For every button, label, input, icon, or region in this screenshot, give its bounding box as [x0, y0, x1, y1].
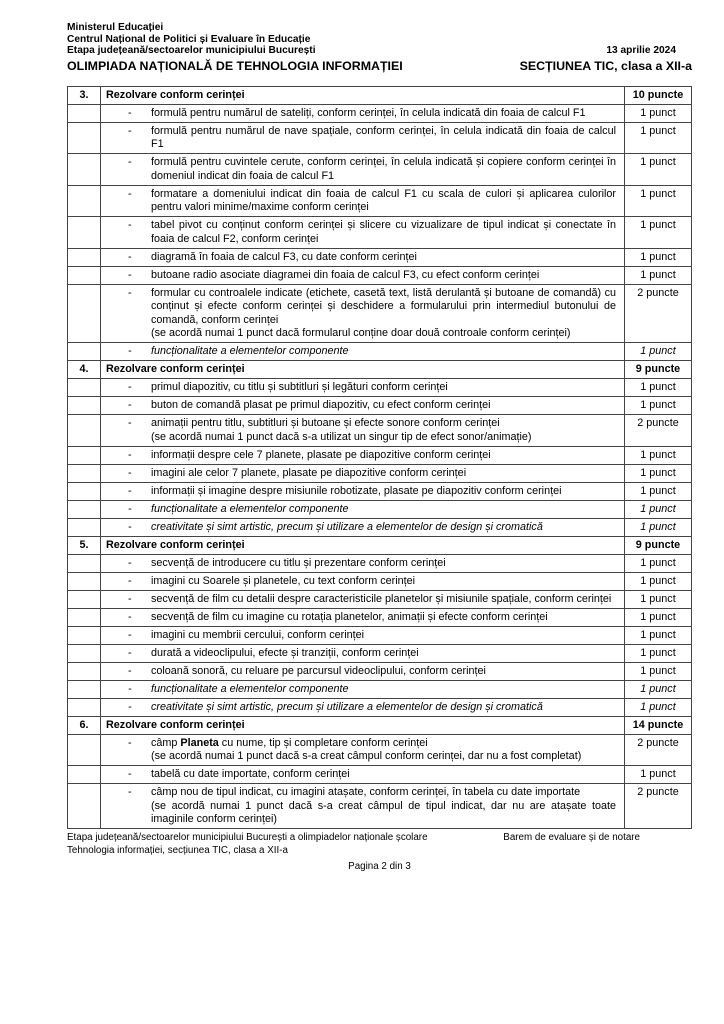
criterion-text-block — [151, 503, 616, 517]
criterion-cell — [101, 343, 625, 361]
criterion-note: (se acordă numai 1 punct dacă formularul conține doar două controale conform cerinței) — [151, 327, 571, 340]
criterion-item — [106, 345, 616, 359]
criterion-row — [68, 784, 692, 829]
item-number-cell — [68, 662, 101, 680]
item-number-cell — [68, 185, 101, 217]
criterion-item — [106, 786, 616, 827]
criterion-item — [106, 647, 616, 661]
criterion-cell — [101, 518, 625, 536]
criterion-row — [68, 680, 692, 698]
criterion-item — [106, 485, 616, 499]
criterion-row — [68, 554, 692, 572]
bullet-dash: - — [128, 768, 132, 781]
criterion-text: câmp nou de tipul indicat, cu imagini atașate, conform cerinței, în tabela cu date importate — [151, 786, 581, 799]
criterion-points: 1 punct — [625, 518, 692, 536]
criterion-text: primul diapozitiv, cu titlu și subtitluri și legături conform cerinței — [151, 381, 448, 394]
criterion-text-block — [151, 611, 616, 625]
item-number-cell — [68, 518, 101, 536]
criterion-text-block — [151, 665, 616, 679]
criterion-cell — [101, 680, 625, 698]
criterion-row — [68, 698, 692, 716]
criterion-text-block — [151, 786, 616, 827]
criterion-text-block — [151, 701, 616, 715]
criterion-text-block — [151, 768, 616, 782]
bullet-dash: - — [128, 381, 132, 394]
item-number-cell — [68, 500, 101, 518]
criterion-cell — [101, 698, 625, 716]
item-number-cell — [68, 482, 101, 500]
criterion-cell — [101, 554, 625, 572]
criterion-cell — [101, 464, 625, 482]
criterion-points: 1 punct — [625, 590, 692, 608]
bullet-dash: - — [128, 520, 132, 533]
criterion-text: imagini cu Soarele și planetele, cu text conform cerinței — [151, 574, 416, 587]
criterion-cell — [101, 590, 625, 608]
item-number-cell — [68, 266, 101, 284]
bullet-dash: - — [128, 646, 132, 659]
section-title: Rezolvare conform cerinței — [101, 86, 625, 104]
criterion-text: informații și imagine despre misiunile robotizate, plasate pe diapozitiv conform cerinței — [151, 484, 562, 497]
criterion-text-block — [151, 575, 616, 589]
criterion-text-block — [151, 467, 616, 481]
bullet-dash: - — [128, 466, 132, 479]
criterion-row — [68, 104, 692, 122]
center-line: Centrul Național de Politici și Evaluare în Educație — [67, 33, 311, 45]
criterion-points: 1 punct — [625, 185, 692, 217]
bullet-dash: - — [128, 574, 132, 587]
bullet-dash: - — [128, 664, 132, 677]
bullet-dash: - — [128, 682, 132, 695]
item-number-cell — [68, 446, 101, 464]
criterion-row — [68, 626, 692, 644]
scoring-table — [67, 86, 692, 830]
criterion-text-block — [151, 381, 616, 395]
criterion-points: 1 punct — [625, 766, 692, 784]
criterion-item — [106, 219, 616, 246]
page-number: Pagina 2 din 3 — [348, 860, 411, 872]
criterion-points: 1 punct — [625, 572, 692, 590]
criterion-text-block — [151, 251, 616, 265]
bullet-dash: - — [128, 345, 132, 358]
item-number-cell — [68, 248, 101, 266]
criterion-note: (se acordă numai 1 punct dacă s-a creat câmpul conform cerinței, dar nu a fost completat) — [151, 750, 582, 763]
criterion-cell — [101, 397, 625, 415]
date-line: 13 aprilie 2024 — [606, 45, 676, 57]
criterion-item — [106, 665, 616, 679]
bullet-dash: - — [128, 268, 132, 281]
criterion-row — [68, 644, 692, 662]
criterion-text: formulă pentru numărul de sateliți, conform cerinței, în celula indicată din foaia de calcul F1 — [151, 106, 586, 119]
criterion-item — [106, 188, 616, 215]
criterion-item — [106, 449, 616, 463]
criterion-item — [106, 683, 616, 697]
item-number-cell — [68, 644, 101, 662]
criterion-item — [106, 503, 616, 517]
criterion-row — [68, 446, 692, 464]
criterion-cell — [101, 248, 625, 266]
criterion-text: animații pentru titlu, subtitluri și butoane și efecte sonore conform cerinței — [151, 417, 500, 430]
criterion-text-block — [151, 125, 616, 152]
criterion-text-block — [151, 737, 616, 764]
criterion-points: 1 punct — [625, 217, 692, 249]
criterion-row — [68, 248, 692, 266]
criterion-text: câmp Planeta cu nume, tip și completare conform cerinței — [151, 736, 428, 749]
item-number-cell — [68, 554, 101, 572]
criterion-text-block — [151, 107, 616, 121]
item-number-cell — [68, 464, 101, 482]
criterion-item — [106, 737, 616, 764]
criterion-row — [68, 518, 692, 536]
criterion-cell — [101, 104, 625, 122]
item-number-cell — [68, 379, 101, 397]
criterion-text: secvență de film cu imagine cu rotația planetelor, animații și efecte conform cerinței — [151, 610, 548, 623]
criterion-text: imagini cu membrii cercului, conform cerinței — [151, 628, 365, 641]
criterion-item — [106, 287, 616, 341]
criterion-text-block — [151, 345, 616, 359]
item-number-cell — [68, 572, 101, 590]
document-header — [67, 22, 692, 74]
criterion-text: secvență de introducere cu titlu și prezentare conform cerinței — [151, 556, 446, 569]
document-footer — [67, 832, 692, 873]
section-header-row — [68, 86, 692, 104]
criterion-text: funcționalitate a elementelor componente — [151, 502, 349, 515]
criterion-item — [106, 701, 616, 715]
section-number: 6. — [68, 716, 101, 734]
criterion-text-block — [151, 269, 616, 283]
bullet-dash: - — [128, 610, 132, 623]
criterion-row — [68, 284, 692, 343]
criterion-item — [106, 467, 616, 481]
criterion-row — [68, 590, 692, 608]
criterion-points: 2 puncte — [625, 415, 692, 447]
criterion-row — [68, 766, 692, 784]
criterion-item — [106, 107, 616, 121]
criterion-points: 1 punct — [625, 104, 692, 122]
section-points: 14 puncte — [625, 716, 692, 734]
item-number-cell — [68, 590, 101, 608]
bullet-dash: - — [128, 592, 132, 605]
footer-subject-text: Tehnologia informației, secțiunea TIC, clasa a XII-a — [67, 844, 288, 856]
criterion-points: 1 punct — [625, 154, 692, 186]
bullet-dash: - — [128, 556, 132, 569]
section-header-row — [68, 536, 692, 554]
criterion-text-block — [151, 417, 616, 444]
criterion-points: 1 punct — [625, 662, 692, 680]
criterion-points: 1 punct — [625, 248, 692, 266]
bullet-dash: - — [128, 124, 132, 137]
criterion-cell — [101, 122, 625, 154]
item-number-cell — [68, 766, 101, 784]
criterion-cell — [101, 626, 625, 644]
bullet-dash: - — [128, 484, 132, 497]
criterion-item — [106, 417, 616, 444]
criterion-text-block — [151, 557, 616, 571]
criterion-cell — [101, 784, 625, 829]
section-points: 10 puncte — [625, 86, 692, 104]
ministry-line: Ministerul Educației — [67, 22, 164, 33]
criterion-points: 2 puncte — [625, 734, 692, 766]
criterion-row — [68, 464, 692, 482]
criterion-item — [106, 156, 616, 183]
criterion-note: (se acordă numai 1 punct dacă s-a utilizat un singur tip de efect sonor/animație) — [151, 430, 532, 443]
criterion-text: formular cu controalele indicate (etichete, casetă text, listă derulantă și butoane de comandă) cu conținut și efecte conform cerinței și deschidere a formularului prin intermediul butonului de comandă, conform cerinței — [151, 286, 616, 326]
criterion-row — [68, 343, 692, 361]
criterion-item — [106, 251, 616, 265]
footer-stage-text: Etapa județeană/sectoarelor municipiului București a olimpiadelor naționale școlare — [67, 832, 428, 844]
criterion-cell — [101, 154, 625, 186]
criterion-row — [68, 482, 692, 500]
criterion-text: butoane radio asociate diagramei din foaia de calcul F3, cu efect conform cerinței — [151, 268, 540, 281]
criterion-text-block — [151, 219, 616, 246]
criterion-text: funcționalitate a elementelor componente — [151, 682, 349, 695]
criterion-points: 2 puncte — [625, 784, 692, 829]
criterion-points: 1 punct — [625, 266, 692, 284]
criterion-points: 1 punct — [625, 608, 692, 626]
section-title: Rezolvare conform cerinței — [101, 716, 625, 734]
criterion-text: imagini ale celor 7 planete, plasate pe diapozitive conform cerinței — [151, 466, 467, 479]
criterion-text-block — [151, 188, 616, 215]
criterion-row — [68, 185, 692, 217]
item-number-cell — [68, 415, 101, 447]
criterion-text: informații despre cele 7 planete, plasate pe diapozitive conform cerinței — [151, 448, 491, 461]
criterion-points: 1 punct — [625, 680, 692, 698]
criterion-text-block — [151, 399, 616, 413]
item-number-cell — [68, 698, 101, 716]
criterion-item — [106, 575, 616, 589]
criterion-points: 1 punct — [625, 446, 692, 464]
criterion-text-block — [151, 629, 616, 643]
section-number: 4. — [68, 361, 101, 379]
section-title: Rezolvare conform cerinței — [101, 361, 625, 379]
item-number-cell — [68, 122, 101, 154]
bullet-dash: - — [128, 156, 132, 169]
section-header-row — [68, 361, 692, 379]
item-number-cell — [68, 680, 101, 698]
criterion-row — [68, 266, 692, 284]
criterion-points: 1 punct — [625, 397, 692, 415]
criterion-text-block — [151, 647, 616, 661]
criterion-row — [68, 154, 692, 186]
criterion-row — [68, 572, 692, 590]
criterion-cell — [101, 500, 625, 518]
criterion-cell — [101, 185, 625, 217]
criterion-points: 2 puncte — [625, 284, 692, 343]
bullet-dash: - — [128, 786, 132, 799]
bullet-dash: - — [128, 700, 132, 713]
criterion-points: 1 punct — [625, 644, 692, 662]
criterion-cell — [101, 766, 625, 784]
criterion-row — [68, 379, 692, 397]
criterion-cell — [101, 266, 625, 284]
item-number-cell — [68, 343, 101, 361]
bullet-dash: - — [128, 399, 132, 412]
criterion-points: 1 punct — [625, 379, 692, 397]
footer-barem-text: Barem de evaluare și de notare — [503, 832, 640, 844]
criterion-cell — [101, 446, 625, 464]
criterion-points: 1 punct — [625, 554, 692, 572]
criterion-text: funcționalitate a elementelor componente — [151, 345, 349, 358]
criterion-cell — [101, 415, 625, 447]
bullet-dash: - — [128, 736, 132, 749]
criterion-text-block — [151, 683, 616, 697]
bullet-dash: - — [128, 187, 132, 200]
criterion-cell — [101, 644, 625, 662]
olympiad-title: OLIMPIADA NAȚIONALĂ DE TEHNOLOGIA INFORMAȚIEI — [67, 58, 403, 73]
bullet-dash: - — [128, 106, 132, 119]
criterion-text-block — [151, 156, 616, 183]
criterion-text: creativitate și simt artistic, precum și utilizare a elementelor de design și cromatică — [151, 700, 543, 713]
criterion-text-block — [151, 449, 616, 463]
criterion-text: diagramă în foaia de calcul F3, cu date conform cerinței — [151, 250, 417, 263]
section-class-title: SECȚIUNEA TIC, clasa a XII-a — [519, 58, 692, 73]
scoring-table-body — [68, 86, 692, 829]
criterion-text: durată a videoclipului, efecte și tranziții, conform cerinței — [151, 646, 419, 659]
criterion-text: secvență de film cu detalii despre caracteristicile planetelor și misiunile spațiale, conform cerinței — [151, 592, 612, 605]
criterion-cell — [101, 217, 625, 249]
section-title: Rezolvare conform cerinței — [101, 536, 625, 554]
criterion-points: 1 punct — [625, 626, 692, 644]
criterion-note: (se acordă numai 1 punct dacă s-a creat câmpul de tipul indicat, dar nu are atașate toate imaginile conform cerinței) — [151, 799, 616, 826]
section-header-row — [68, 716, 692, 734]
item-number-cell — [68, 734, 101, 766]
section-points: 9 puncte — [625, 361, 692, 379]
criterion-row — [68, 608, 692, 626]
item-number-cell — [68, 154, 101, 186]
criterion-row — [68, 415, 692, 447]
criterion-item — [106, 629, 616, 643]
criterion-text: tabelă cu date importate, conform cerinței — [151, 768, 350, 781]
bullet-dash: - — [128, 286, 132, 299]
criterion-item — [106, 557, 616, 571]
section-number: 5. — [68, 536, 101, 554]
criterion-row — [68, 122, 692, 154]
section-points: 9 puncte — [625, 536, 692, 554]
section-number: 3. — [68, 86, 101, 104]
criterion-points: 1 punct — [625, 482, 692, 500]
item-number-cell — [68, 217, 101, 249]
criterion-text-block — [151, 593, 616, 607]
criterion-row — [68, 397, 692, 415]
bullet-dash: - — [128, 502, 132, 515]
item-number-cell — [68, 608, 101, 626]
criterion-text-block — [151, 287, 616, 341]
criterion-item — [106, 611, 616, 625]
criterion-text-block — [151, 485, 616, 499]
criterion-row — [68, 734, 692, 766]
bold-term: Planeta — [180, 736, 219, 749]
bullet-dash: - — [128, 448, 132, 461]
criterion-text: creativitate și simt artistic, precum și utilizare a elementelor de design și cromatică — [151, 520, 543, 533]
criterion-item — [106, 593, 616, 607]
bullet-dash: - — [128, 219, 132, 232]
criterion-item — [106, 521, 616, 535]
criterion-cell — [101, 734, 625, 766]
criterion-points: 1 punct — [625, 343, 692, 361]
criterion-cell — [101, 662, 625, 680]
criterion-cell — [101, 608, 625, 626]
criterion-cell — [101, 284, 625, 343]
criterion-points: 1 punct — [625, 500, 692, 518]
criterion-cell — [101, 572, 625, 590]
bullet-dash: - — [128, 628, 132, 641]
bullet-dash: - — [128, 417, 132, 430]
criterion-item — [106, 125, 616, 152]
criterion-item — [106, 768, 616, 782]
criterion-row — [68, 662, 692, 680]
criterion-points: 1 punct — [625, 464, 692, 482]
criterion-text-block — [151, 521, 616, 535]
criterion-points: 1 punct — [625, 122, 692, 154]
criterion-points: 1 punct — [625, 698, 692, 716]
criterion-row — [68, 500, 692, 518]
item-number-cell — [68, 284, 101, 343]
criterion-text: buton de comandă plasat pe primul diapozitiv, cu efect conform cerinței — [151, 399, 491, 412]
criterion-cell — [101, 482, 625, 500]
criterion-text: formulă pentru cuvintele cerute, conform cerinței, în celula indicată și copiere conform cerinței în domeniul indicat din foaia de calcul F1 — [151, 156, 616, 182]
criterion-item — [106, 269, 616, 283]
item-number-cell — [68, 626, 101, 644]
criterion-item — [106, 381, 616, 395]
criterion-text: formulă pentru numărul de nave spațiale, conform cerinței, în celula indicată din foaia de calcul F1 — [151, 124, 616, 151]
criterion-text: tabel pivot cu conținut conform cerinței și slicere cu vizualizare de tipul indicat și conectate în foaia de calcul F2, conform cerinței — [151, 219, 616, 245]
stage-line: Etapa județeană/sectoarelor municipiului București — [67, 45, 316, 57]
bullet-dash: - — [128, 250, 132, 263]
criterion-text: coloană sonoră, cu reluare pe parcursul videoclipului, conform cerinței — [151, 664, 486, 677]
item-number-cell — [68, 784, 101, 829]
criterion-item — [106, 399, 616, 413]
criterion-row — [68, 217, 692, 249]
criterion-text: formatare a domeniului indicat din foaia de calcul F1 cu scala de culori și aplicarea culorilor pentru valori minime/maxime conform cerinței — [151, 187, 616, 214]
item-number-cell — [68, 397, 101, 415]
criterion-cell — [101, 379, 625, 397]
item-number-cell — [68, 104, 101, 122]
